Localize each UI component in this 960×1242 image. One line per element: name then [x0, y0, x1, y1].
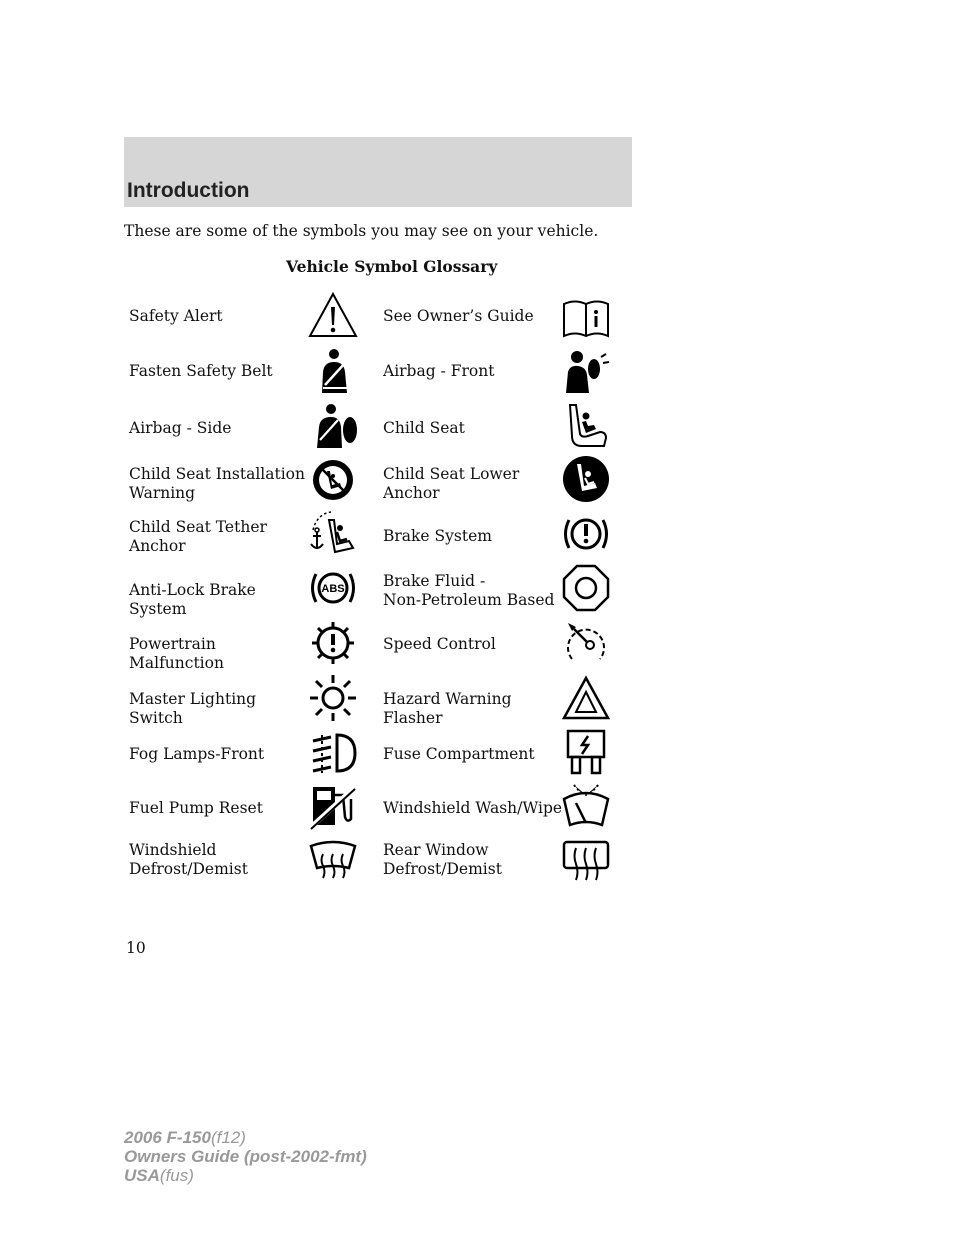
symbol-label: See Owner’s Guide — [383, 307, 534, 325]
windshield-defrost-icon — [307, 836, 359, 888]
symbol-label: Safety Alert — [129, 307, 223, 325]
brake-system-icon — [560, 508, 612, 560]
safety-alert-icon — [307, 290, 359, 342]
page-number: 10 — [126, 939, 146, 957]
document-footer — [124, 1128, 367, 1185]
windshield-wash-wipe-icon — [560, 781, 612, 833]
symbol-label: Master Lighting Switch — [129, 690, 257, 727]
footer-market: USA — [124, 1166, 160, 1185]
footer-guide: Owners Guide (post-2002-fmt) — [124, 1147, 367, 1166]
symbol-label: Fasten Safety Belt — [129, 362, 273, 380]
glossary-title: Vehicle Symbol Glossary — [286, 257, 498, 276]
symbol-label: Windshield Wash/Wipe — [383, 799, 563, 817]
symbol-row — [0, 290, 960, 344]
footer-market-code: (fus) — [159, 1166, 194, 1185]
child-seat-tether-anchor-icon — [307, 508, 359, 560]
symbol-row — [0, 617, 960, 671]
symbol-row — [0, 508, 960, 562]
symbol-label: Windshield Defrost/Demist — [129, 841, 248, 878]
symbol-row — [0, 672, 960, 726]
child-seat-lower-anchor-icon — [560, 453, 612, 505]
abs-icon — [307, 562, 359, 614]
fuel-pump-reset-icon — [307, 781, 359, 833]
symbol-label: Airbag - Front — [383, 362, 495, 380]
symbol-label: Child Seat Installation Warning — [129, 465, 305, 502]
symbol-label: Fog Lamps-Front — [129, 745, 265, 763]
symbol-label: Brake System — [383, 527, 492, 545]
symbol-label: Fuse Compartment — [383, 745, 535, 763]
symbol-label: Fuel Pump Reset — [129, 799, 263, 817]
brake-fluid-icon — [560, 562, 612, 614]
speed-control-icon — [560, 617, 612, 669]
powertrain-malfunction-icon — [307, 617, 359, 669]
footer-model-code: (f12) — [210, 1128, 246, 1147]
symbol-row — [0, 453, 960, 507]
child-seat-icon — [560, 400, 612, 452]
symbol-label: Speed Control — [383, 635, 496, 653]
safety-belt-icon — [307, 345, 359, 397]
symbol-label: Rear Window Defrost/Demist — [383, 841, 502, 878]
footer-model: 2006 F-150 — [124, 1128, 211, 1147]
intro-text: These are some of the symbols you may see on your vehicle. — [124, 222, 599, 240]
child-seat-installation-warning-icon — [307, 453, 359, 505]
symbol-label: Child Seat Tether Anchor — [129, 518, 267, 555]
fog-lamps-icon — [307, 727, 359, 779]
hazard-warning-icon — [560, 672, 612, 724]
symbol-label: Brake Fluid - Non-Petroleum Based — [383, 572, 555, 609]
airbag-side-icon — [307, 400, 359, 452]
symbol-label: Powertrain Malfunction — [129, 635, 224, 672]
symbol-label: Airbag - Side — [129, 419, 232, 437]
master-lighting-icon — [307, 672, 359, 724]
symbol-row — [0, 836, 960, 890]
symbol-label: Child Seat Lower Anchor — [383, 465, 520, 502]
fuse-compartment-icon — [560, 727, 612, 779]
rear-window-defrost-icon — [560, 836, 612, 888]
symbol-row — [0, 781, 960, 835]
airbag-front-icon — [560, 345, 612, 397]
symbol-label: Child Seat — [383, 419, 465, 437]
abs-icon-text: ABS — [321, 583, 345, 595]
section-title: Introduction — [127, 179, 250, 202]
symbol-label: Hazard Warning Flasher — [383, 690, 512, 727]
symbol-label: Anti-Lock Brake System — [129, 581, 256, 618]
symbol-row — [0, 562, 960, 616]
symbol-row — [0, 727, 960, 781]
symbol-row — [0, 400, 960, 454]
symbol-row — [0, 345, 960, 399]
owners-guide-icon — [560, 290, 612, 342]
